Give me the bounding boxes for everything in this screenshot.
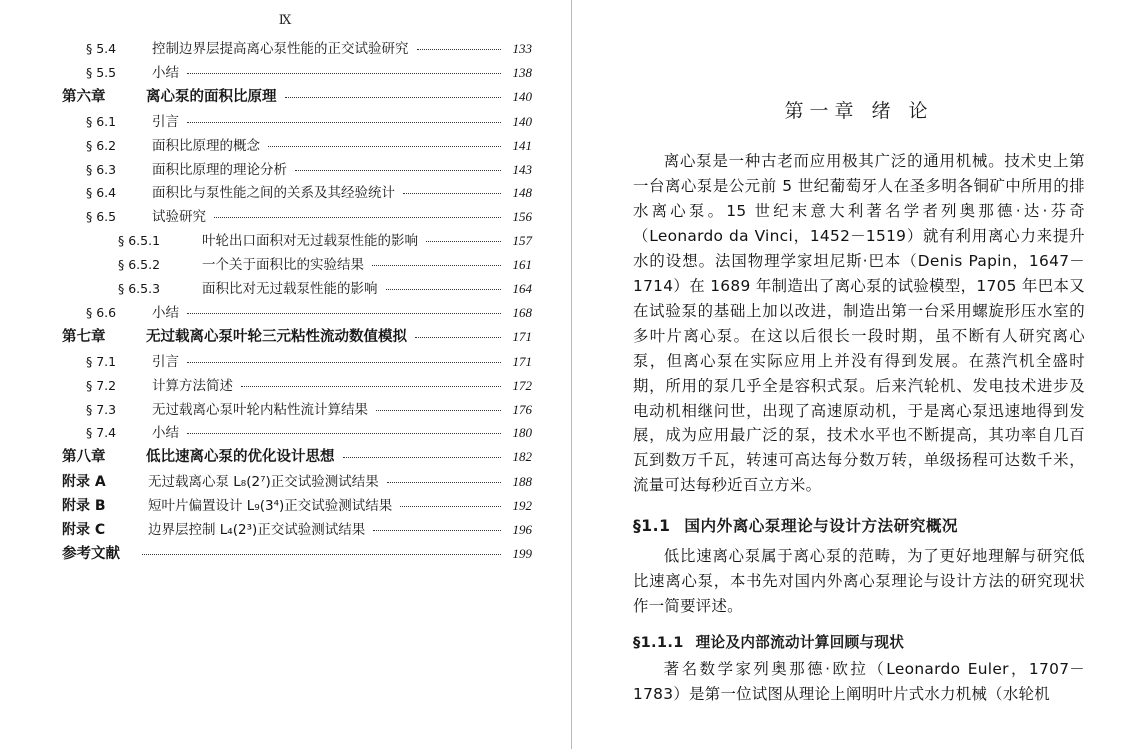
toc-page-number: 138 xyxy=(512,64,532,80)
toc-page-number: 196 xyxy=(512,522,532,538)
toc-entry-number: § 7.2 xyxy=(86,377,117,393)
toc-entry-title: 面积比与泵性能之间的关系及其经验统计 xyxy=(152,185,395,202)
toc-entry[interactable] xyxy=(62,42,532,57)
toc-entry[interactable] xyxy=(62,234,532,249)
toc-page-number: 172 xyxy=(512,377,532,393)
toc-entry-title: 引言 xyxy=(152,353,179,370)
subsection-heading xyxy=(633,631,1085,652)
toc-entry-number: § 6.4 xyxy=(86,185,117,201)
toc-entry-number: 附录 A xyxy=(62,474,106,491)
toc-entry-title: 无过载离心泵 L₈(2⁷)正交试验测试结果 xyxy=(148,474,379,491)
toc-entry-number: § 6.3 xyxy=(86,161,117,177)
toc-leader-dots xyxy=(373,530,501,531)
toc-entry[interactable] xyxy=(62,90,532,105)
toc-page-number: 141 xyxy=(512,137,532,153)
toc-entry-number: § 6.5.2 xyxy=(118,257,161,273)
toc-entry-number: 第六章 xyxy=(62,88,106,105)
toc-page-number: 140 xyxy=(512,88,532,104)
toc-leader-dots xyxy=(376,410,501,411)
toc-entry-title: 计算方法简述 xyxy=(152,377,233,394)
toc-leader-dots xyxy=(343,457,502,458)
toc-entry[interactable] xyxy=(62,379,532,394)
toc-entry-number: 第七章 xyxy=(62,328,106,345)
toc-leader-dots xyxy=(241,386,501,387)
toc-entry[interactable] xyxy=(62,139,532,154)
toc-page-number: 192 xyxy=(512,498,532,514)
toc-entry[interactable] xyxy=(62,306,532,321)
subsection-paragraph: 著名数学家列奥那德·欧拉（Leonardo Euler，1707－1783）是第一位试图从理论上阐明叶片式水力机械（水轮机 xyxy=(633,660,1085,704)
toc-entry[interactable] xyxy=(62,163,532,178)
toc-entry-title: 小结 xyxy=(152,304,179,321)
subsection-number: §1.1.1 xyxy=(633,634,684,652)
chapter-title: 第一章 绪 论 xyxy=(784,100,934,122)
page-folio-left: Ⅸ xyxy=(278,12,293,27)
toc-leader-dots xyxy=(417,49,502,50)
toc-entry-title: 无过载离心泵叶轮三元粘性流动数值模拟 xyxy=(146,328,407,345)
toc-leader-dots xyxy=(187,73,501,74)
toc-entry-title: 叶轮出口面积对无过载泵性能的影响 xyxy=(202,233,418,250)
toc-entry-number: 第八章 xyxy=(62,449,106,466)
toc-entry[interactable] xyxy=(62,475,532,490)
toc-page-number: 143 xyxy=(512,161,532,177)
toc-page-number: 171 xyxy=(512,328,532,344)
left-page-contents xyxy=(0,0,571,749)
toc-entry[interactable] xyxy=(62,66,532,81)
toc-page-number: 176 xyxy=(512,401,532,417)
toc-entry-number: § 6.6 xyxy=(86,304,117,320)
toc-entry-number: § 7.3 xyxy=(86,401,117,417)
toc-entry[interactable] xyxy=(62,258,532,273)
toc-entry-title: 边界层控制 L₄(2³)正交试验测试结果 xyxy=(148,522,366,539)
subsection-title: 理论及内部流动计算回顾与现状 xyxy=(695,634,905,652)
right-page-body xyxy=(571,0,1143,749)
toc-leader-dots xyxy=(268,146,501,147)
toc-leader-dots xyxy=(386,289,502,290)
toc-entry[interactable] xyxy=(62,115,532,130)
toc-entry[interactable] xyxy=(62,210,532,225)
toc-entry-number: § 5.5 xyxy=(86,64,117,80)
toc-leader-dots xyxy=(426,241,501,242)
toc-entry-number: 附录 C xyxy=(62,522,106,539)
toc-entry-title: 试验研究 xyxy=(152,209,206,226)
toc-leader-dots xyxy=(295,170,501,171)
toc-leader-dots xyxy=(187,122,501,123)
toc-page-number: 180 xyxy=(512,425,532,441)
toc-entry-title: 引言 xyxy=(152,113,179,130)
toc-entry-number: § 6.1 xyxy=(86,113,117,129)
toc-entry-title: 离心泵的面积比原理 xyxy=(146,88,277,105)
toc-entry-number: § 5.4 xyxy=(86,41,117,56)
section-title: 国内外离心泵理论与设计方法研究概况 xyxy=(684,517,959,536)
toc-page-number: 182 xyxy=(512,449,532,465)
toc-entry[interactable] xyxy=(62,355,532,370)
toc-leader-dots xyxy=(187,313,501,314)
toc-entry[interactable] xyxy=(62,186,532,201)
toc-leader-dots xyxy=(403,193,501,194)
toc-page-number: 140 xyxy=(512,113,532,129)
toc-entry[interactable] xyxy=(62,523,532,538)
toc-page-number: 148 xyxy=(512,185,532,201)
toc-entry-title: 无过载离心泵叶轮内粘性流计算结果 xyxy=(152,401,368,418)
toc-entry-number: 参考文献 xyxy=(62,546,120,563)
toc-entry[interactable] xyxy=(62,499,532,514)
toc-leader-dots xyxy=(214,217,501,218)
toc-entry[interactable] xyxy=(62,547,532,562)
toc-entry-number: § 7.1 xyxy=(86,353,117,369)
toc-page-number: 161 xyxy=(512,257,532,273)
toc-page-number: 156 xyxy=(512,209,532,225)
toc-entry-title: 面积比原理的概念 xyxy=(152,137,260,154)
toc-leader-dots xyxy=(187,433,501,434)
toc-entry[interactable] xyxy=(62,426,532,441)
toc-page-number: 133 xyxy=(512,41,532,56)
toc-entry-number: § 6.5.3 xyxy=(118,281,161,297)
toc-leader-dots xyxy=(415,337,501,338)
toc-page-number: 168 xyxy=(512,304,532,320)
toc-leader-dots xyxy=(187,362,501,363)
toc-leader-dots xyxy=(400,506,501,507)
section-number: §1.1 xyxy=(633,517,671,536)
toc-page-number: 164 xyxy=(512,281,532,297)
toc-entry-title: 面积比对无过载泵性能的影响 xyxy=(202,281,378,298)
toc-entry-number: § 6.2 xyxy=(86,137,117,153)
toc-entry-number: 附录 B xyxy=(62,498,106,515)
toc-page-number: 171 xyxy=(512,353,532,369)
toc-entry-number: § 6.5 xyxy=(86,209,117,225)
toc-entry-title: 控制边界层提高离心泵性能的正交试验研究 xyxy=(152,41,409,57)
toc-page-number: 188 xyxy=(512,474,532,490)
toc-entry-number: § 7.4 xyxy=(86,425,117,441)
toc-leader-dots xyxy=(285,97,502,98)
toc-entry-title: 小结 xyxy=(152,425,179,442)
toc-entry-number: § 6.5.1 xyxy=(118,233,161,249)
toc-leader-dots xyxy=(387,482,501,483)
toc-leader-dots xyxy=(372,265,501,266)
toc-entry[interactable] xyxy=(62,450,532,465)
toc-entry[interactable] xyxy=(62,403,532,418)
toc-entry-title: 短叶片偏置设计 L₉(3⁴)正交试验测试结果 xyxy=(148,498,393,515)
toc-entry[interactable] xyxy=(62,282,532,297)
toc-entry-title: 一个关于面积比的实验结果 xyxy=(202,257,364,274)
toc-entry-title: 面积比原理的理论分析 xyxy=(152,161,287,178)
toc-page-number: 199 xyxy=(512,546,532,562)
section-paragraph: 低比速离心泵属于离心泵的范畴，为了更好地理解与研究低比速离心泵，本书先对国内外离心泵理论与设计方法的研究现状作一简要评述。 xyxy=(633,547,1085,616)
toc-entry-title: 小结 xyxy=(152,64,179,81)
section-heading xyxy=(633,514,1085,536)
table-of-contents xyxy=(62,42,532,571)
toc-page-number: 157 xyxy=(512,233,532,249)
toc-entry[interactable] xyxy=(62,330,532,345)
toc-entry-title: 低比速离心泵的优化设计思想 xyxy=(146,449,335,466)
toc-leader-dots xyxy=(142,554,501,555)
intro-paragraph: 离心泵是一种古老而应用极其广泛的通用机械。技术史上第一台离心泵是公元前 5 世纪葡萄牙人在圣多明各铜矿中所用的排水离心泵。15 世纪末意大利著名学者列奥那德·达·芬奇（Leonardo da Vinci，1452－1519）就有利用离心力来提升水的设想。法国物理学家坦尼斯·巴本（Denis Papin，1647－1714）在 1689 年制造出了离心泵的试验模型，1705 年巴本又在试验泵的基础上加以改进，制造出第一台采用螺旋形压水室的多叶片离心泵。在这以后很长一段时期，虽不断有人研究离心泵，但离心泵在实际应用上并没有得到发展。在蒸汽机全盛时期，所用的泵几乎全是容积式泵。后来汽轮机、发电技术进步及电动机相继问世，出现了高速原动机，于是离心泵迅速地得到发展，成为应用最广泛的泵，技术水平也不断提高，其功率自几百瓦到数万千瓦，转速可高达每分数万转，单级扬程可达数千米，流量可达每秒近百立方米。 xyxy=(633,152,1085,495)
